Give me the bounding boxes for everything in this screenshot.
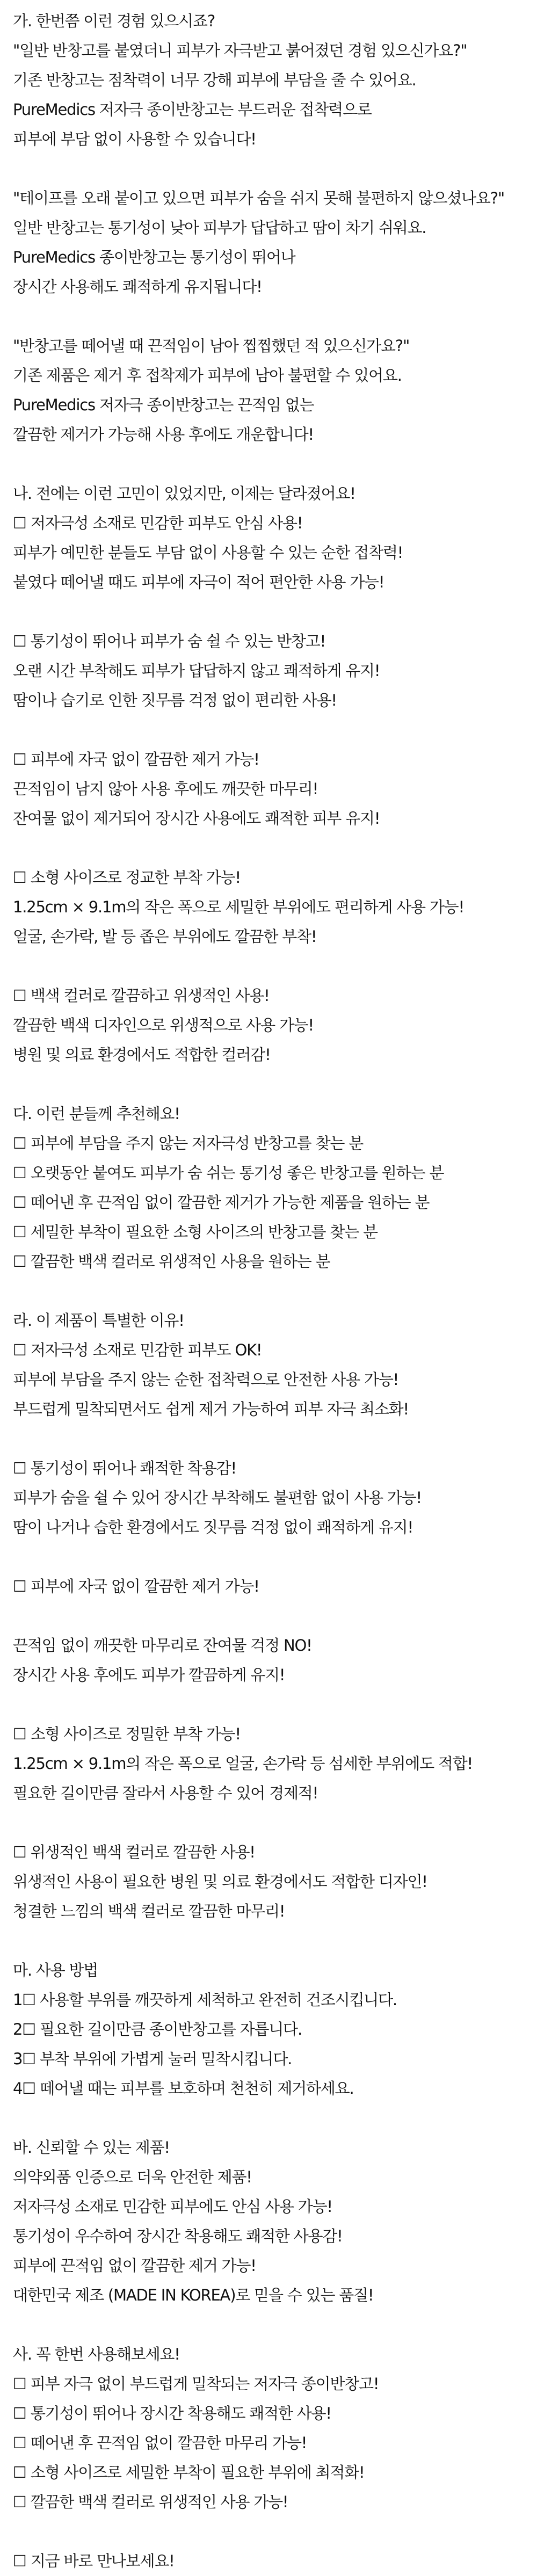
text-line: 대한민국 제조 (MADE IN KOREA)로 믿을 수 있는 품질!	[13, 2286, 374, 2304]
blank-spacer-line	[13, 952, 524, 981]
text-line: 장시간 사용 후에도 피부가 깔끔하게 유지!	[13, 1666, 285, 1684]
text-line: 기존 제품은 제거 후 접착제가 피부에 남아 불편할 수 있어요.	[13, 366, 402, 384]
text-line: ☐ 통기성이 뛰어나 피부가 숨 쉴 수 있는 반창고!	[13, 632, 326, 650]
text-line: ☐ 소형 사이즈로 세밀한 부착이 필요한 부위에 최적화!	[13, 2463, 365, 2481]
text-line: 마. 사용 방법	[13, 1961, 98, 1979]
text-line: PureMedics 저자극 종이반창고는 끈적임 없는	[13, 396, 314, 414]
blank-spacer-line	[13, 302, 524, 331]
text-line: ☐ 소형 사이즈로 정밀한 부착 가능!	[13, 1725, 241, 1743]
text-line: 붙였다 떼어낼 때도 피부에 자극이 적어 편안한 사용 가능!	[13, 573, 384, 591]
text-line: ☐ 위생적인 백색 컬러로 깔끔한 사용!	[13, 1843, 255, 1861]
text-line: ☐ 떼어낸 후 끈적임 없이 깔끔한 마무리 가능!	[13, 2434, 307, 2452]
text-line: 끈적임 없이 깨끗한 마무리로 잔여물 걱정 NO!	[13, 1636, 312, 1655]
blank-spacer-line	[13, 154, 524, 184]
blank-spacer-line	[13, 2517, 524, 2546]
text-line: 사. 꼭 한번 사용해보세요!	[13, 2345, 180, 2363]
blank-spacer-line	[13, 1926, 524, 1956]
text-line: 오랜 시간 부착해도 피부가 답답하지 않고 쾌적하게 유지!	[13, 662, 380, 680]
blank-spacer-line	[13, 1601, 524, 1631]
text-line: 통기성이 우수하여 장시간 착용해도 쾌적한 사용감!	[13, 2227, 343, 2245]
text-line: 나. 전에는 이런 고민이 있었지만, 이제는 달라졌어요!	[13, 484, 355, 503]
text-line: ☐ 세밀한 부착이 필요한 소형 사이즈의 반창고를 찾는 분	[13, 1223, 378, 1241]
text-line: ☐ 오랫동안 붙여도 피부가 숨 쉬는 통기성 좋은 반창고를 원하는 분	[13, 1164, 444, 1182]
text-line: 부드럽게 밀착되면서도 쉽게 제거 가능하여 피부 자극 최소화!	[13, 1400, 409, 1418]
blank-spacer-line	[13, 1276, 524, 1306]
text-line: 바. 신뢰할 수 있는 제품!	[13, 2138, 170, 2157]
blank-spacer-line	[13, 597, 524, 627]
blank-spacer-line	[13, 1690, 524, 1719]
text-line: ☐ 피부에 자국 없이 깔끔한 제거 가능!	[13, 1577, 259, 1595]
text-line: ☐ 지금 바로 만나보세요!	[13, 2552, 175, 2570]
text-line: 필요한 길이만큼 잘라서 사용할 수 있어 경제적!	[13, 1784, 318, 1802]
blank-spacer-line	[13, 1542, 524, 1572]
text-line: 위생적인 사용이 필요한 병원 및 의료 환경에서도 적합한 디자인!	[13, 1873, 427, 1891]
blank-spacer-line	[13, 2310, 524, 2340]
text-line: ☐ 저자극성 소재로 민감한 피부도 안심 사용!	[13, 514, 303, 532]
text-line: 깔끔한 백색 디자인으로 위생적으로 사용 가능!	[13, 1016, 314, 1034]
text-line: 땀이나 습기로 인한 짓무름 걱정 없이 편리한 사용!	[13, 691, 337, 709]
text-line: 장시간 사용해도 쾌적하게 유지됩니다!	[13, 278, 262, 296]
text-line: ☐ 깔끔한 백색 컬러로 위생적인 사용 가능!	[13, 2493, 288, 2511]
text-line: PureMedics 종이반창고는 통기성이 뛰어나	[13, 248, 295, 266]
text-line: 라. 이 제품이 특별한 이유!	[13, 1311, 184, 1330]
text-line: ☐ 통기성이 뛰어나 장시간 착용해도 쾌적한 사용!	[13, 2404, 331, 2422]
text-line: "반창고를 떼어낼 때 끈적임이 남아 찝찝했던 적 있으신가요?"	[13, 337, 410, 355]
text-line: 다. 이런 분들께 추천해요!	[13, 1105, 180, 1123]
text-line: ☐ 피부에 부담을 주지 않는 저자극성 반창고를 찾는 분	[13, 1134, 364, 1152]
text-line: 일반 반창고는 통기성이 낮아 피부가 답답하고 땀이 차기 쉬워요.	[13, 219, 426, 237]
blank-spacer-line	[13, 1808, 524, 1838]
text-line: 피부가 숨을 쉴 수 있어 장시간 부착해도 불편함 없이 사용 가능!	[13, 1489, 422, 1507]
text-line: ☐ 소형 사이즈로 정교한 부착 가능!	[13, 868, 241, 887]
text-line: ☐ 떼어낸 후 끈적임 없이 깔끔한 제거가 가능한 제품을 원하는 분	[13, 1193, 430, 1211]
text-line: PureMedics 저자극 종이반창고는 부드러운 접착력으로	[13, 100, 372, 119]
text-line: 피부에 부담을 주지 않는 순한 접착력으로 안전한 사용 가능!	[13, 1370, 399, 1389]
blank-spacer-line	[13, 715, 524, 745]
blank-spacer-line	[13, 833, 524, 863]
blank-spacer-line	[13, 1424, 524, 1454]
text-line: ☐ 깔끔한 백색 컬러로 위생적인 사용을 원하는 분	[13, 1252, 330, 1271]
text-line: 의약외품 인증으로 더욱 안전한 제품!	[13, 2168, 252, 2186]
text-line: 피부에 부담 없이 사용할 수 있습니다!	[13, 130, 256, 148]
blank-spacer-line	[13, 1070, 524, 1099]
blank-spacer-line	[13, 449, 524, 479]
text-line: 가. 한번쯤 이런 경험 있으시죠?	[13, 12, 215, 30]
text-line: 1☐ 사용할 부위를 깨끗하게 세척하고 완전히 건조시킵니다.	[13, 1991, 397, 2009]
text-line: 저자극성 소재로 민감한 피부에도 안심 사용 가능!	[13, 2197, 332, 2216]
text-line: 피부에 끈적임 없이 깔끔한 제거 가능!	[13, 2256, 256, 2275]
text-line: 땀이 나거나 습한 환경에서도 짓무름 걱정 없이 쾌적하게 유지!	[13, 1518, 413, 1536]
text-line: 청결한 느낌의 백색 컬러로 깔끔한 마무리!	[13, 1902, 285, 1920]
text-line: 기존 반창고는 점착력이 너무 강해 피부에 부담을 줄 수 있어요.	[13, 71, 416, 89]
text-line: ☐ 저자극성 소재로 민감한 피부도 OK!	[13, 1341, 262, 1359]
text-line: 잔여물 없이 제거되어 장시간 사용에도 쾌적한 피부 유지!	[13, 809, 380, 828]
text-line: 2☐ 필요한 길이만큼 종이반창고를 자릅니다.	[13, 2020, 302, 2038]
text-line: "일반 반창고를 붙였더니 피부가 자극받고 붉어졌던 경험 있으신가요?"	[13, 41, 467, 60]
text-line: 끈적임이 남지 않아 사용 후에도 깨끗한 마무리!	[13, 780, 318, 798]
text-line: 3☐ 부착 부위에 가볍게 눌러 밀착시킵니다.	[13, 2050, 292, 2068]
text-line: 깔끔한 제거가 가능해 사용 후에도 개운합니다!	[13, 425, 314, 444]
text-line: 1.25cm × 9.1m의 작은 폭으로 얼굴, 손가락 등 섬세한 부위에도 적합!	[13, 1754, 473, 1773]
text-line: 피부가 예민한 분들도 부담 없이 사용할 수 있는 순한 접착력!	[13, 543, 403, 562]
text-line: "테이프를 오래 붙이고 있으면 피부가 숨을 쉬지 못해 불편하지 않으셨나요?"	[13, 189, 505, 207]
text-line: 4☐ 떼어낼 때는 피부를 보호하며 천천히 제거하세요.	[13, 2079, 354, 2098]
text-line: ☐ 백색 컬러로 깔끔하고 위생적인 사용!	[13, 986, 270, 1005]
text-line: ☐ 피부에 자국 없이 깔끔한 제거 가능!	[13, 750, 259, 768]
text-line: 1.25cm × 9.1m의 작은 폭으로 세밀한 부위에도 편리하게 사용 가능!	[13, 898, 464, 916]
text-line: 얼굴, 손가락, 발 등 좁은 부위에도 깔끔한 부착!	[13, 927, 317, 946]
text-line: ☐ 통기성이 뛰어나 쾌적한 착용감!	[13, 1459, 236, 1477]
text-line: ☐ 피부 자극 없이 부드럽게 밀착되는 저자극 종이반창고!	[13, 2375, 379, 2393]
blank-spacer-line	[13, 2103, 524, 2133]
text-line: 병원 및 의료 환경에서도 적합한 컬러감!	[13, 1046, 271, 1064]
